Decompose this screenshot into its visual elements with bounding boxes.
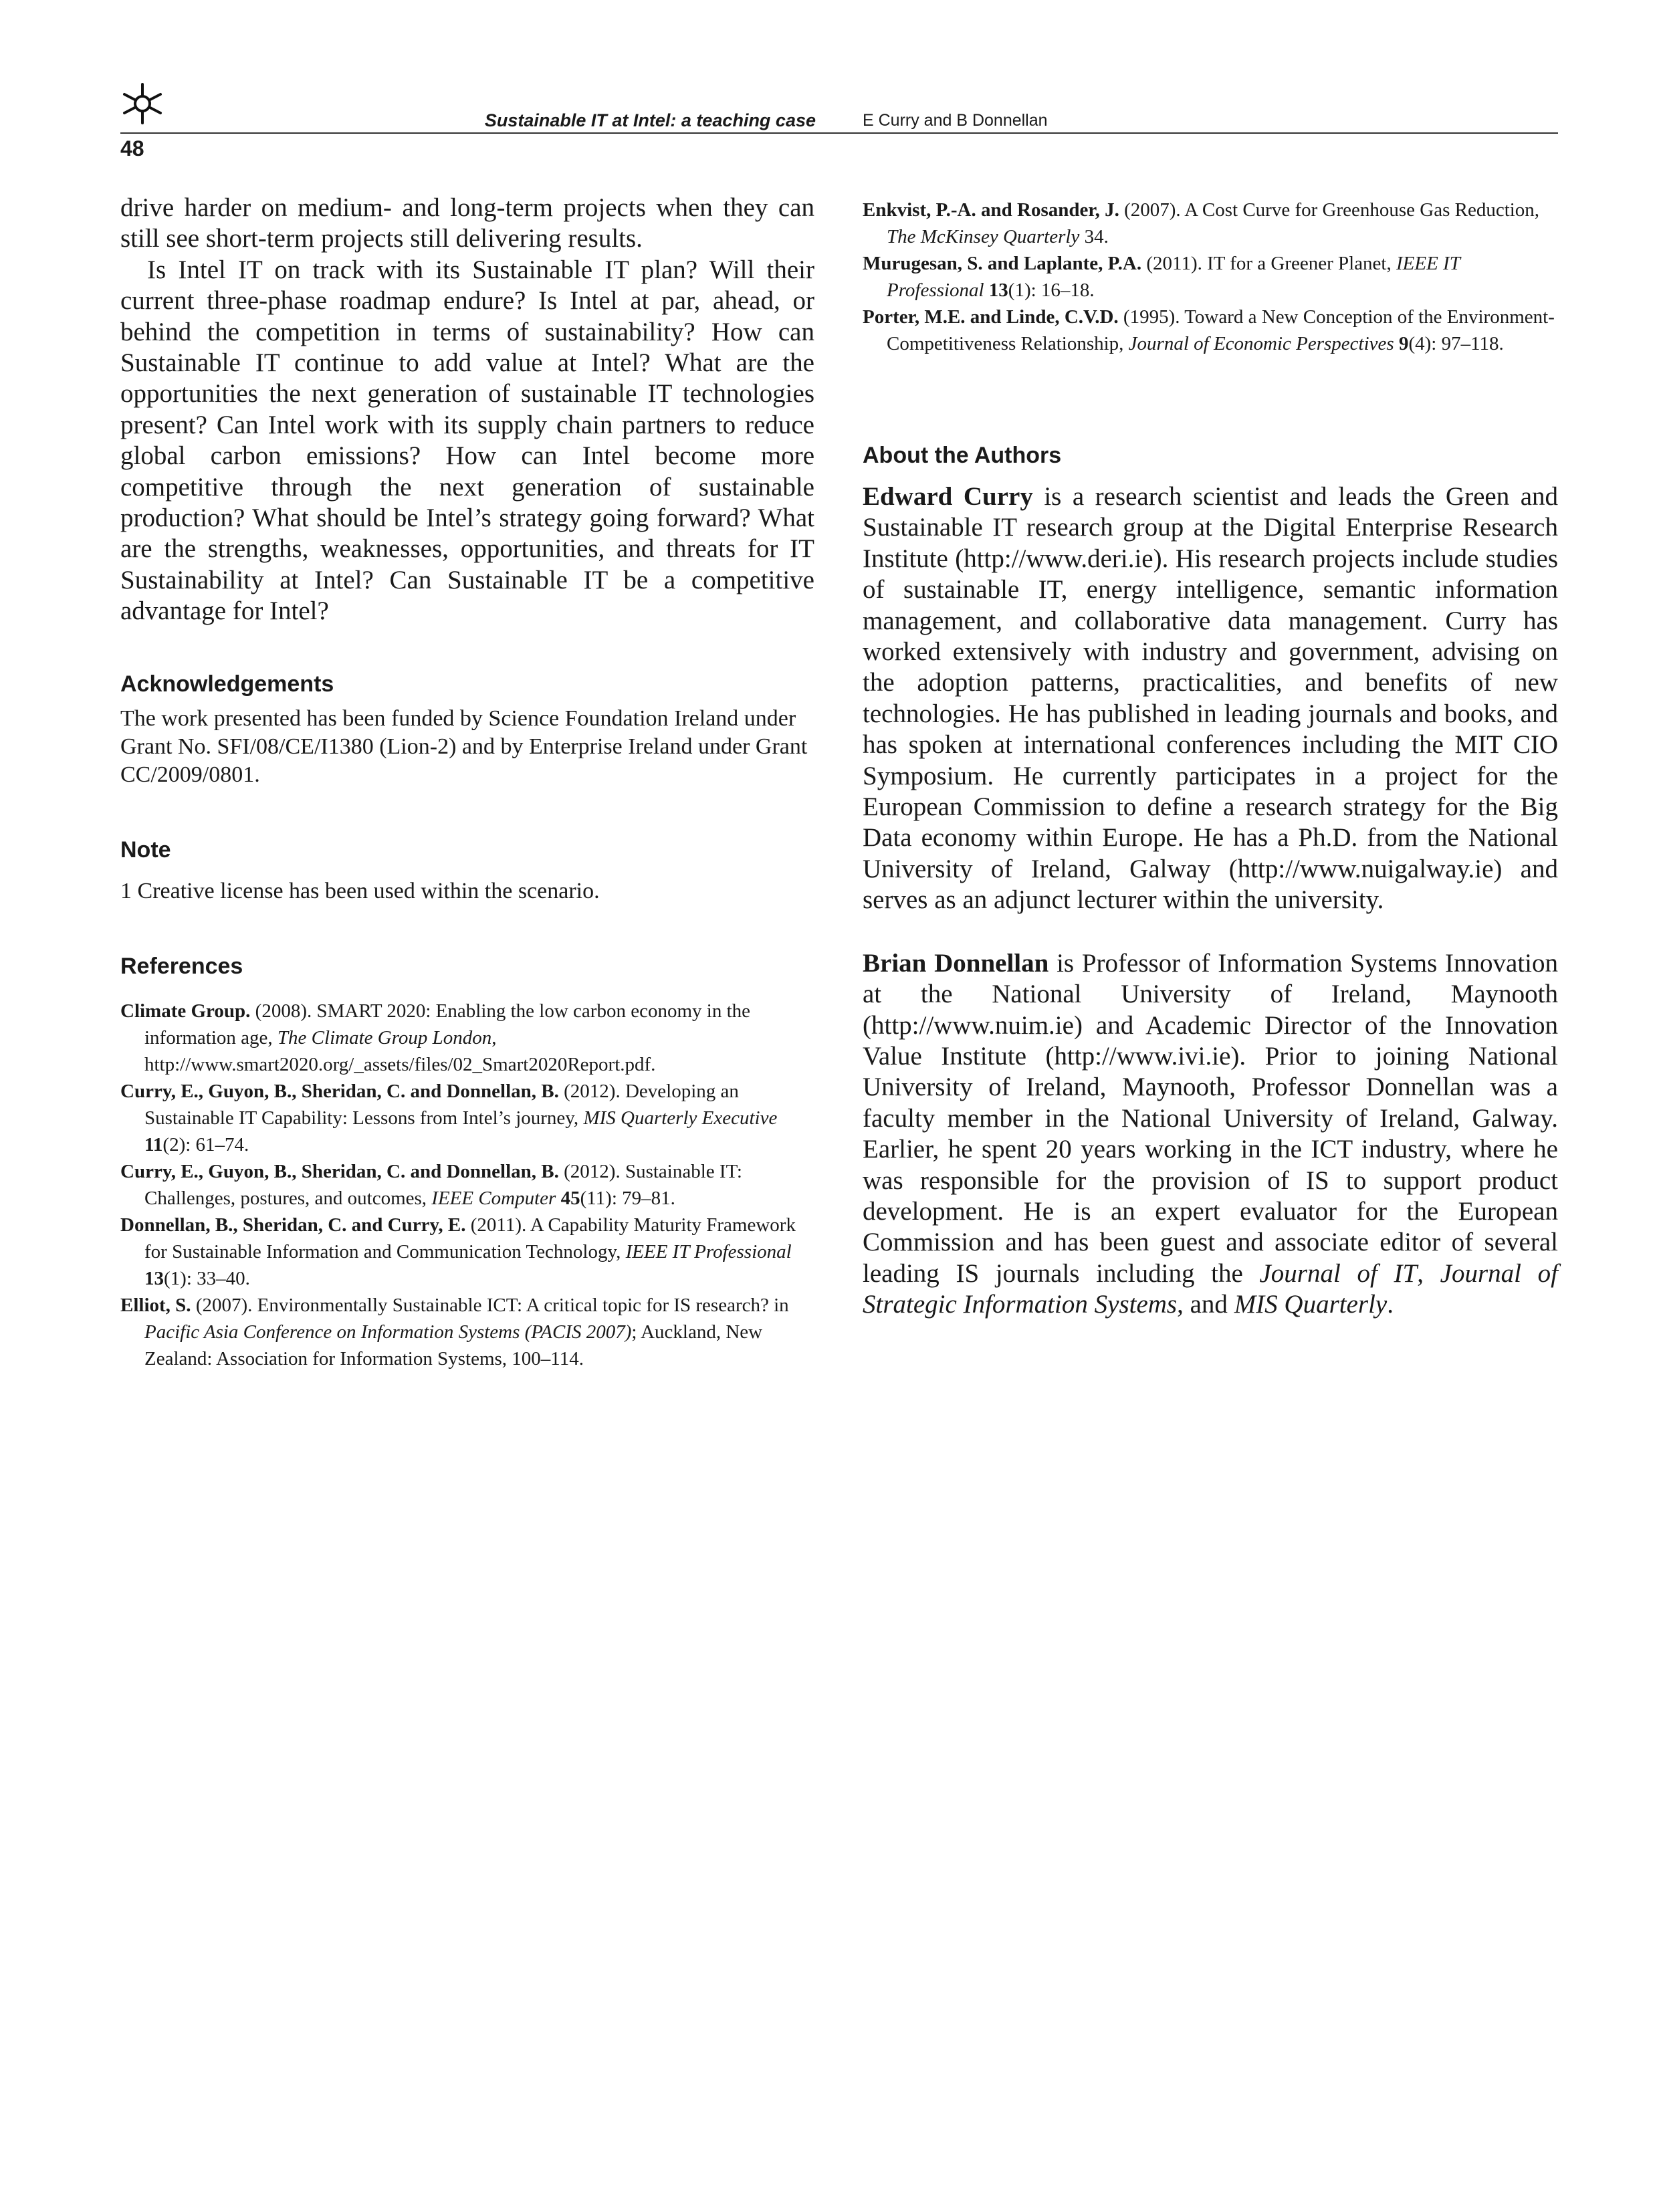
author-bio-donnellan: Brian Donnellan is Professor of Information Systems Innovation at the National University of Ireland, Maynooth (http://www.nuim.ie) and Academic Director of the Innovation Value Institute (http://www.ivi.ie). Prior to joining National University of Ireland, Maynooth, Professor Donnellan was a faculty member in the National University of Ireland, Galway. Earlier, he spent 20 years working in the ICT industry, where he was responsible for the provision of IS to support product development. He is an expert evaluator for the European Commission and has been guest and associate editor of several leading IS journals including the Journal of IT, Journal of Strategic Information Systems, and MIS Quarterly. [863, 948, 1558, 1319]
right-column [863, 197, 1558, 1321]
intro-paragraph-2: Is Intel IT on track with its Sustainable IT plan? Will their current three-phase roadmap endure? Is Intel at par, ahead, or behind the competition in terms of sustainability? How can Sustainable IT continue to add value at Intel? What are the opportunities the next generation of sustainable IT technologies present? Can Intel work with its supply chain partners to reduce global carbon emissions? How can Intel become more competitive through the next generation of sustainable production? What should be Intel’s strategy going forward? What are the strengths, weaknesses, opportunities, and threats for IT Sustainability at Intel? Can Sustainable IT be a competitive advantage for Intel? [120, 255, 814, 626]
about-authors-heading: About the Authors [863, 443, 1062, 468]
references-heading: References [120, 953, 243, 979]
reference-item: Donnellan, B., Sheridan, C. and Curry, E. (2011). A Capability Maturity Framework for Sustainable Information and Communication Technology, IEEE IT Professional 13(1): 33–40. [120, 1214, 796, 1289]
reference-item: Curry, E., Guyon, B., Sheridan, C. and Donnellan, B. (2012). Developing an Sustainable IT Capability: Lessons from Intel’s journey, MIS Quarterly Executive 11(2): 61–74. [120, 1080, 778, 1155]
reference-item: Climate Group. (2008). SMART 2020: Enabling the low carbon economy in the information age, The Climate Group London, http://www.smart2020.org/_assets/files/02_Smart2020Report.pdf. [120, 1000, 750, 1075]
left-column [120, 193, 814, 1372]
reference-item: Murugesan, S. and Laplante, P.A. (2011). IT for a Greener Planet, IEEE IT Professional 13(1): 16–18. [863, 253, 1460, 301]
references-list-right [863, 197, 1558, 357]
note-heading: Note [120, 837, 171, 863]
intro-paragraph-1: drive harder on medium- and long-term projects when they can still see short-term projects still delivering results. [120, 193, 814, 253]
references-list-left [120, 998, 814, 1372]
acknowledgements-heading: Acknowledgements [120, 671, 334, 697]
header-rule [120, 132, 1558, 134]
reference-item: Curry, E., Guyon, B., Sheridan, C. and Donnellan, B. (2012). Sustainable IT: Challenges, postures, and outcomes, IEEE Computer 45(11): 79–81. [120, 1160, 742, 1209]
author-name: Brian Donnellan [863, 948, 1049, 978]
reference-item: Porter, M.E. and Linde, C.V.D. (1995). Toward a New Conception of the Environment-Competitiveness Relationship, Journal of Economic Perspectives 9(4): 97–118. [863, 306, 1555, 354]
acknowledgements-text: The work presented has been funded by Science Foundation Ireland under Grant No. SFI/08/CE/I1380 (Lion-2) and by Enterprise Ireland under Grant CC/2009/0801. [120, 705, 808, 787]
reference-item: Elliot, S. (2007). Environmentally Sustainable ICT: A critical topic for IS research? in Pacific Asia Conference on Information Systems (PACIS 2007); Auckland, New Zealand: Association for Information Systems, 100–114. [120, 1294, 789, 1369]
publisher-logo-icon [120, 82, 164, 126]
author-name: Edward Curry [863, 482, 1033, 511]
reference-item: Enkvist, P.-A. and Rosander, J. (2007). A Cost Curve for Greenhouse Gas Reduction, The McKinsey Quarterly 34. [863, 199, 1540, 247]
running-authors: E Curry and B Donnellan [863, 111, 1048, 130]
note-item: 1 Creative license has been used within the scenario. [120, 878, 600, 903]
page-number: 48 [120, 136, 144, 160]
running-title: Sustainable IT at Intel: a teaching case [484, 110, 816, 130]
author-bio-curry: Edward Curry is a research scientist and leads the Green and Sustainable IT research group at the Digital Enterprise Research Institute (http://www.deri.ie). His research projects include studies of sustainable IT, energy intelligence, semantic information management, and collaborative data management. Curry has worked extensively with industry and government, advising on the adoption patterns, practicalities, and benefits of new technologies. He has published in leading journals and books, and has spoken at international conferences including the MIT CIO Symposium. He currently participates in a project for the European Commission to define a research strategy for the Big Data economy within Europe. He has a Ph.D. from the National University of Ireland, Galway (http://www.nuigalway.ie) and serves as an adjunct lecturer within the university. [863, 482, 1559, 915]
